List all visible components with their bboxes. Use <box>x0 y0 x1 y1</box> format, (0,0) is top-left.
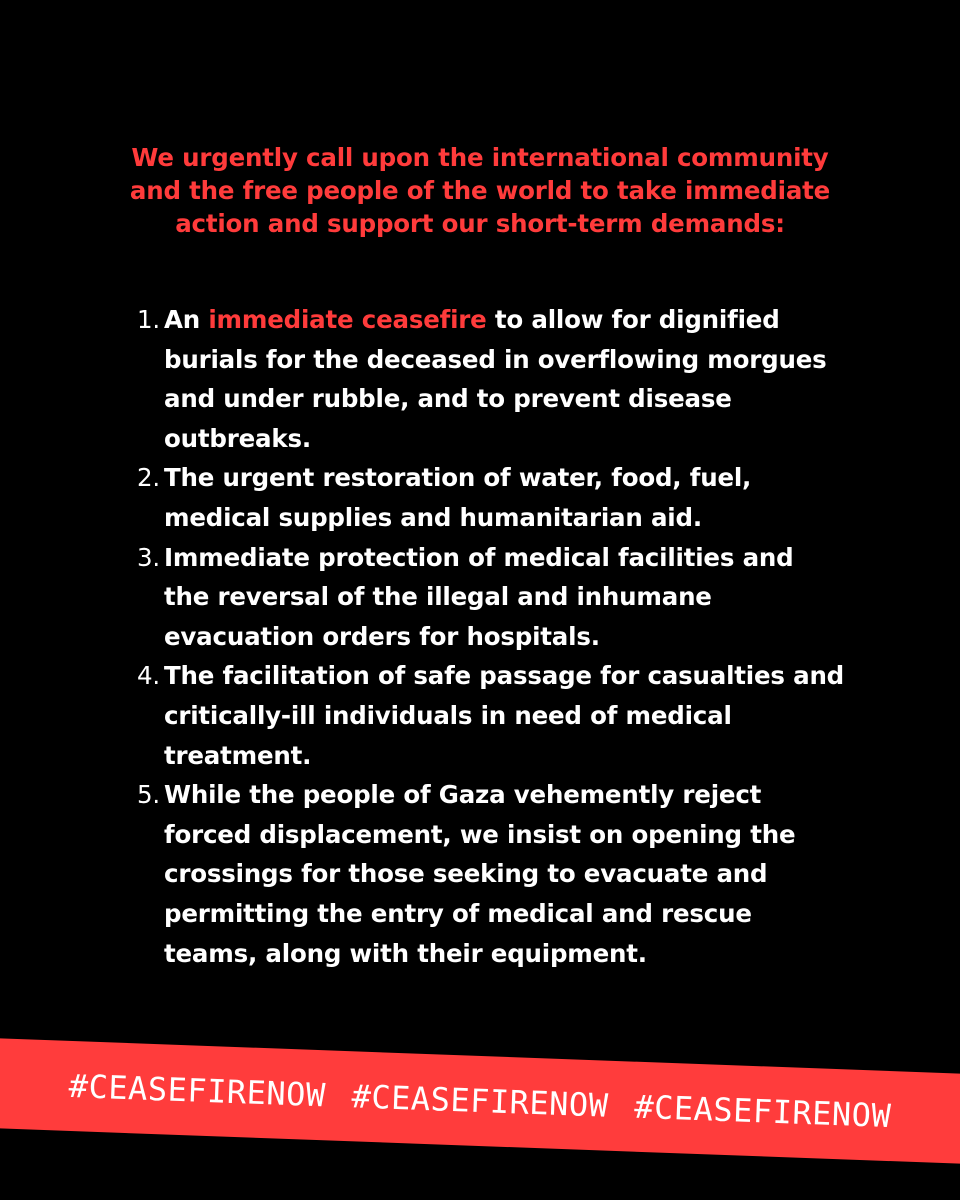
demand-line: outbreaks. <box>164 423 311 453</box>
demand-line: crossings for those seeking to evacuate and <box>164 859 768 889</box>
hashtag: #CEASEFIRENOW <box>633 1087 892 1136</box>
demand-line: teams, along with their equipment. <box>164 938 647 968</box>
demand-line: Immediate protection of medical facilities and <box>164 542 794 572</box>
demand-number: 4. <box>137 661 160 691</box>
demand-number: 2. <box>137 463 160 493</box>
demand-item <box>120 300 880 458</box>
demand-item <box>120 775 880 973</box>
intro-line: We urgently call upon the international community <box>131 143 829 172</box>
demand-item <box>120 538 880 657</box>
demand-line: permitting the entry of medical and rescue <box>164 898 752 928</box>
demand-line: treatment. <box>164 740 312 770</box>
demand-line: evacuation orders for hospitals. <box>164 621 600 651</box>
intro-line: and the free people of the world to take immediate <box>129 176 831 205</box>
intro-statement <box>80 141 880 240</box>
demand-number: 1. <box>137 305 160 334</box>
highlight-ceasefire: immediate ceasefire <box>208 305 487 334</box>
demand-line: medical supplies and humanitarian aid. <box>164 502 702 532</box>
demand-item <box>120 656 880 775</box>
demand-line: and under rubble, and to prevent disease <box>164 384 732 414</box>
demand-line: The urgent restoration of water, food, fuel, <box>164 463 752 493</box>
demand-number: 3. <box>137 542 160 572</box>
intro-line: action and support our short-term demands: <box>175 209 785 238</box>
hashtag-row <box>0 1037 960 1165</box>
demand-line: While the people of Gaza vehemently reject <box>164 780 762 810</box>
demand-line: The facilitation of safe passage for casualties and <box>164 661 845 691</box>
demand-line <box>164 300 880 340</box>
demand-prefix: An <box>164 305 209 334</box>
demand-line: forced displacement, we insist on opening the <box>164 819 796 849</box>
demand-line: critically-ill individuals in need of medical <box>164 700 732 730</box>
hashtag: #CEASEFIRENOW <box>68 1066 327 1115</box>
demand-line: the reversal of the illegal and inhumane <box>164 582 712 612</box>
demand-number: 5. <box>137 780 160 810</box>
demand-item <box>120 458 880 537</box>
hashtag: #CEASEFIRENOW <box>350 1077 610 1125</box>
hashtag-banner <box>0 1037 960 1165</box>
demand-line-rest: to allow for dignified <box>486 305 780 334</box>
demand-line: burials for the deceased in overflowing morgues <box>164 344 827 374</box>
demands-list <box>120 300 880 973</box>
